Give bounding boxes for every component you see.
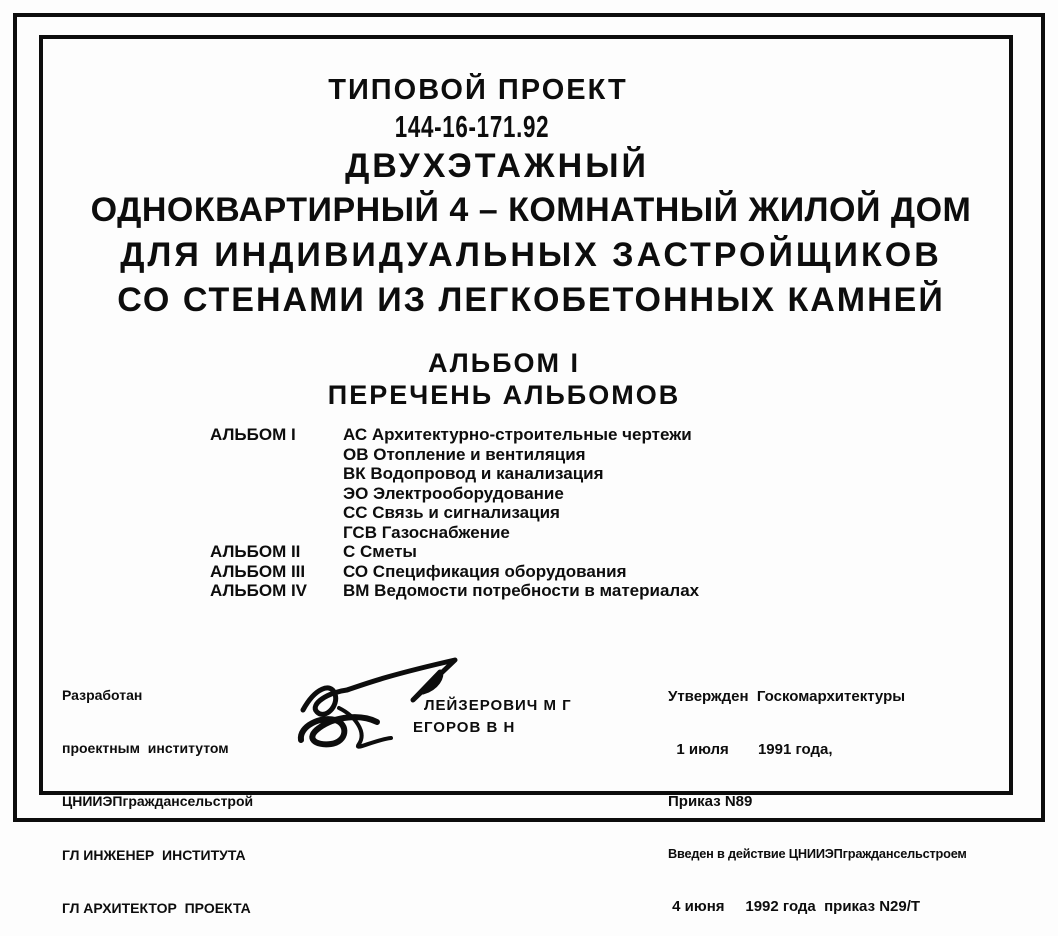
album-list-row [210, 542, 699, 562]
album-list-row [210, 425, 699, 445]
album-row-text: ГСВ Газоснабжение [343, 522, 510, 542]
album-row-text: ОВ Отопление и вентиляция [343, 444, 586, 464]
album-list-row [210, 562, 699, 582]
project-name-line2: ОДНОКВАРТИРНЫЙ 4 – КОМНАТНЫЙ ЖИЛОЙ ДОМ [90, 191, 972, 229]
album-list-row [210, 523, 699, 543]
album-subtitle: ПЕРЕЧЕНЬ АЛЬБОМОВ [327, 380, 681, 410]
album-row-label [210, 464, 343, 484]
album-list-row [210, 503, 699, 523]
approval-line: 1 июля 1991 года, [668, 740, 833, 758]
album-row-text: СО Спецификация оборудования [343, 561, 627, 581]
project-name-line1: ДВУХЭТАЖНЫЙ [345, 147, 649, 185]
chief-engineer-name: ЛЕЙЗЕРОВИЧ М Г [424, 697, 572, 714]
project-type-title: ТИПОВОЙ ПРОЕКТ [328, 74, 628, 106]
chief-architect-name: ЕГОРОВ В Н [413, 719, 516, 736]
project-name-line3: ДЛЯ ИНДИВИДУАЛЬНЫХ ЗАСТРОЙЩИКОВ [120, 236, 942, 274]
approval-line-small: Введен в действие ЦНИИЭПграждансельстроем [668, 846, 967, 861]
album-row-text: ЭО Электрооборудование [343, 483, 564, 503]
album-row-label [210, 523, 343, 543]
album-row-label: АЛЬБОМ IV [210, 581, 308, 600]
approval-line: Приказ N89 [668, 793, 753, 810]
album-row-label: АЛЬБОМ I [210, 425, 296, 444]
album-list-row [210, 484, 699, 504]
album-row-label [210, 484, 343, 504]
developer-line: проектным институтом [62, 739, 229, 756]
album-row-label [210, 445, 343, 465]
developer-line: ГЛ ИНЖЕНЕР ИНСТИТУТА [62, 846, 246, 863]
album-list-row [210, 464, 699, 484]
developer-line: Разработан [62, 686, 143, 703]
album-row-text: ВК Водопровод и канализация [343, 464, 604, 483]
approval-block [668, 653, 967, 933]
developer-line: ЦНИИЭПграждансельстрой [62, 793, 254, 810]
approval-line [668, 846, 967, 864]
album-row-label [210, 503, 343, 523]
album-list-row [210, 581, 699, 601]
album-row-text: СС Связь и сигнализация [343, 503, 560, 522]
album-list-row [210, 445, 699, 465]
album-row-text: АС Архитектурно-строительные чертежи [343, 425, 692, 444]
project-number: 144-16-171.92 [394, 109, 550, 144]
album-row-text: С Сметы [343, 542, 417, 561]
developer-line: ГЛ АРХИТЕКТОР ПРОЕКТА [62, 900, 251, 917]
album-row-label: АЛЬБОМ III [210, 561, 306, 581]
project-name-line4: СО СТЕНАМИ ИЗ ЛЕГКОБЕТОННЫХ КАМНЕЙ [117, 281, 945, 319]
album-row-label: АЛЬБОМ II [210, 542, 301, 561]
album-row-text: ВМ Ведомости потребности в материалах [343, 581, 700, 600]
developer-block [62, 651, 253, 936]
approval-line: 4 июня 1992 года приказ N29/Т [668, 898, 921, 915]
album-title: АЛЬБОМ I [427, 348, 581, 378]
approval-line: Утвержден Госкомархитектуры [668, 688, 906, 705]
album-list [210, 425, 699, 601]
